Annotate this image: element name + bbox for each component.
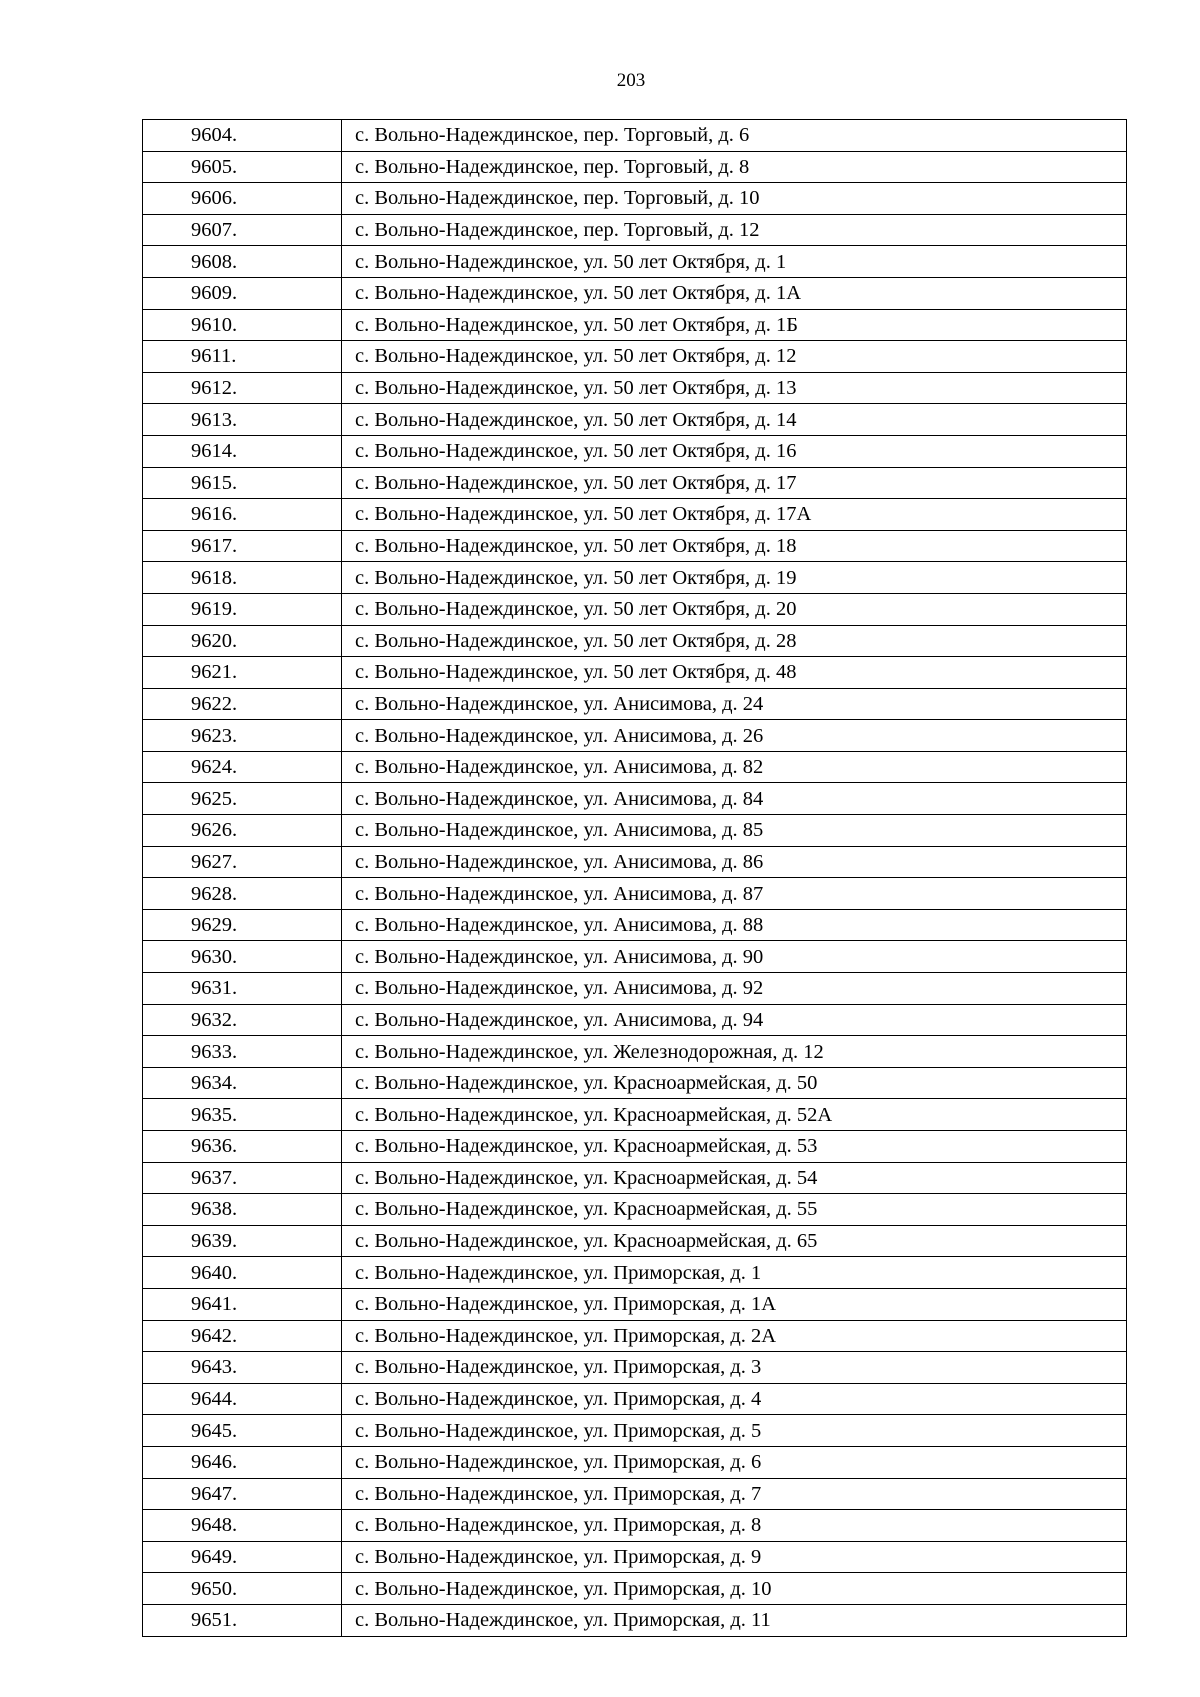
table-row: [143, 751, 1127, 783]
table-row: [143, 467, 1127, 499]
row-address: с. Вольно-Надеждинское, ул. Приморская, д. 4: [342, 1383, 1127, 1415]
row-address: с. Вольно-Надеждинское, ул. 50 лет Октября, д. 12: [342, 341, 1127, 373]
row-number: 9645.: [143, 1415, 342, 1447]
table-row: [143, 1446, 1127, 1478]
row-address: с. Вольно-Надеждинское, ул. Анисимова, д. 24: [342, 688, 1127, 720]
row-number: 9646.: [143, 1446, 342, 1478]
table-row: [143, 1510, 1127, 1542]
row-address: с. Вольно-Надеждинское, ул. Красноармейская, д. 65: [342, 1225, 1127, 1257]
table-row: [143, 372, 1127, 404]
row-address: с. Вольно-Надеждинское, ул. Анисимова, д. 87: [342, 878, 1127, 910]
row-address: с. Вольно-Надеждинское, ул. 50 лет Октября, д. 1: [342, 246, 1127, 278]
table-row: [143, 309, 1127, 341]
row-address: с. Вольно-Надеждинское, ул. Красноармейская, д. 52А: [342, 1099, 1127, 1131]
row-address: с. Вольно-Надеждинское, ул. 50 лет Октября, д. 18: [342, 530, 1127, 562]
row-number: 9635.: [143, 1099, 342, 1131]
table-row: [143, 815, 1127, 847]
row-number: 9626.: [143, 815, 342, 847]
table-row: [143, 941, 1127, 973]
row-number: 9629.: [143, 909, 342, 941]
row-address: с. Вольно-Надеждинское, ул. Приморская, д. 6: [342, 1446, 1127, 1478]
address-table: [142, 119, 1127, 1637]
table-row: [143, 1162, 1127, 1194]
row-address: с. Вольно-Надеждинское, ул. Анисимова, д. 94: [342, 1004, 1127, 1036]
row-address: с. Вольно-Надеждинское, ул. 50 лет Октября, д. 28: [342, 625, 1127, 657]
row-number: 9651.: [143, 1604, 342, 1636]
row-number: 9620.: [143, 625, 342, 657]
row-number: 9614.: [143, 435, 342, 467]
table-row: [143, 1288, 1127, 1320]
row-number: 9628.: [143, 878, 342, 910]
row-address: с. Вольно-Надеждинское, ул. Анисимова, д. 92: [342, 973, 1127, 1005]
page-number: 203: [616, 70, 646, 91]
table-row: [143, 1099, 1127, 1131]
row-address: с. Вольно-Надеждинское, пер. Торговый, д. 10: [342, 183, 1127, 215]
row-number: 9611.: [143, 341, 342, 373]
table-row: [143, 341, 1127, 373]
table-row: [143, 1257, 1127, 1289]
row-address: с. Вольно-Надеждинское, ул. Приморская, д. 1: [342, 1257, 1127, 1289]
table-row: [143, 1541, 1127, 1573]
row-address: с. Вольно-Надеждинское, ул. Анисимова, д. 26: [342, 720, 1127, 752]
row-number: 9630.: [143, 941, 342, 973]
table-row: [143, 878, 1127, 910]
row-address: с. Вольно-Надеждинское, пер. Торговый, д. 8: [342, 151, 1127, 183]
table-row: [143, 435, 1127, 467]
table-row: [143, 404, 1127, 436]
row-number: 9616.: [143, 499, 342, 531]
row-number: 9625.: [143, 783, 342, 815]
row-number: 9604.: [143, 120, 342, 152]
row-number: 9605.: [143, 151, 342, 183]
table-row: [143, 593, 1127, 625]
row-address: с. Вольно-Надеждинское, пер. Торговый, д. 12: [342, 214, 1127, 246]
table-row: [143, 1478, 1127, 1510]
row-number: 9619.: [143, 593, 342, 625]
table-row: [143, 1573, 1127, 1605]
row-address: с. Вольно-Надеждинское, ул. Анисимова, д. 84: [342, 783, 1127, 815]
row-number: 9631.: [143, 973, 342, 1005]
row-number: 9649.: [143, 1541, 342, 1573]
row-address: с. Вольно-Надеждинское, ул. Красноармейская, д. 54: [342, 1162, 1127, 1194]
row-number: 9644.: [143, 1383, 342, 1415]
row-address: с. Вольно-Надеждинское, ул. 50 лет Октября, д. 1Б: [342, 309, 1127, 341]
row-number: 9637.: [143, 1162, 342, 1194]
row-address: с. Вольно-Надеждинское, ул. Анисимова, д. 82: [342, 751, 1127, 783]
row-address: с. Вольно-Надеждинское, ул. Анисимова, д. 88: [342, 909, 1127, 941]
table-row: [143, 1352, 1127, 1384]
row-number: 9636.: [143, 1131, 342, 1163]
row-number: 9615.: [143, 467, 342, 499]
row-address: с. Вольно-Надеждинское, ул. Приморская, д. 9: [342, 1541, 1127, 1573]
row-address: с. Вольно-Надеждинское, ул. Красноармейская, д. 53: [342, 1131, 1127, 1163]
row-address: с. Вольно-Надеждинское, ул. 50 лет Октября, д. 17А: [342, 499, 1127, 531]
row-address: с. Вольно-Надеждинское, ул. 50 лет Октября, д. 16: [342, 435, 1127, 467]
row-number: 9607.: [143, 214, 342, 246]
row-number: 9638.: [143, 1194, 342, 1226]
table-row: [143, 277, 1127, 309]
row-address: с. Вольно-Надеждинское, ул. Приморская, д. 1А: [342, 1288, 1127, 1320]
table-row: [143, 973, 1127, 1005]
table-row: [143, 1067, 1127, 1099]
row-number: 9633.: [143, 1036, 342, 1068]
table-row: [143, 183, 1127, 215]
row-number: 9643.: [143, 1352, 342, 1384]
table-row: [143, 120, 1127, 152]
row-number: 9621.: [143, 657, 342, 689]
table-row: [143, 625, 1127, 657]
row-number: 9609.: [143, 277, 342, 309]
row-number: 9627.: [143, 846, 342, 878]
row-number: 9608.: [143, 246, 342, 278]
row-number: 9639.: [143, 1225, 342, 1257]
row-number: 9623.: [143, 720, 342, 752]
row-number: 9647.: [143, 1478, 342, 1510]
table-row: [143, 1194, 1127, 1226]
table-row: [143, 657, 1127, 689]
row-address: с. Вольно-Надеждинское, ул. 50 лет Октября, д. 20: [342, 593, 1127, 625]
row-address: с. Вольно-Надеждинское, ул. 50 лет Октября, д. 19: [342, 562, 1127, 594]
row-address: с. Вольно-Надеждинское, пер. Торговый, д. 6: [342, 120, 1127, 152]
row-address: с. Вольно-Надеждинское, ул. Красноармейская, д. 50: [342, 1067, 1127, 1099]
table-row: [143, 909, 1127, 941]
row-number: 9640.: [143, 1257, 342, 1289]
row-address: с. Вольно-Надеждинское, ул. 50 лет Октября, д. 14: [342, 404, 1127, 436]
table-row: [143, 1004, 1127, 1036]
row-address: с. Вольно-Надеждинское, ул. Анисимова, д. 85: [342, 815, 1127, 847]
row-address: с. Вольно-Надеждинское, ул. 50 лет Октября, д. 1А: [342, 277, 1127, 309]
table-row: [143, 246, 1127, 278]
row-number: 9617.: [143, 530, 342, 562]
row-address: с. Вольно-Надеждинское, ул. Приморская, д. 11: [342, 1604, 1127, 1636]
table-row: [143, 562, 1127, 594]
table-row: [143, 151, 1127, 183]
row-address: с. Вольно-Надеждинское, ул. 50 лет Октября, д. 48: [342, 657, 1127, 689]
row-address: с. Вольно-Надеждинское, ул. Анисимова, д. 86: [342, 846, 1127, 878]
row-number: 9642.: [143, 1320, 342, 1352]
address-table-body: [143, 120, 1127, 1637]
row-number: 9632.: [143, 1004, 342, 1036]
row-address: с. Вольно-Надеждинское, ул. Приморская, д. 5: [342, 1415, 1127, 1447]
row-address: с. Вольно-Надеждинское, ул. Анисимова, д. 90: [342, 941, 1127, 973]
row-address: с. Вольно-Надеждинское, ул. 50 лет Октября, д. 13: [342, 372, 1127, 404]
row-number: 9648.: [143, 1510, 342, 1542]
table-row: [143, 783, 1127, 815]
table-row: [143, 1320, 1127, 1352]
row-address: с. Вольно-Надеждинское, ул. Приморская, д. 10: [342, 1573, 1127, 1605]
row-address: с. Вольно-Надеждинское, ул. Приморская, д. 3: [342, 1352, 1127, 1384]
row-address: с. Вольно-Надеждинское, ул. 50 лет Октября, д. 17: [342, 467, 1127, 499]
row-address: с. Вольно-Надеждинское, ул. Приморская, д. 2А: [342, 1320, 1127, 1352]
table-row: [143, 214, 1127, 246]
table-row: [143, 846, 1127, 878]
table-row: [143, 1415, 1127, 1447]
row-number: 9634.: [143, 1067, 342, 1099]
row-number: 9612.: [143, 372, 342, 404]
table-row: [143, 499, 1127, 531]
table-row: [143, 1225, 1127, 1257]
row-address: с. Вольно-Надеждинское, ул. Железнодорожная, д. 12: [342, 1036, 1127, 1068]
table-row: [143, 530, 1127, 562]
table-row: [143, 688, 1127, 720]
row-number: 9641.: [143, 1288, 342, 1320]
row-number: 9622.: [143, 688, 342, 720]
table-row: [143, 1383, 1127, 1415]
table-row: [143, 1604, 1127, 1636]
row-number: 9618.: [143, 562, 342, 594]
row-number: 9613.: [143, 404, 342, 436]
row-address: с. Вольно-Надеждинское, ул. Красноармейская, д. 55: [342, 1194, 1127, 1226]
row-number: 9650.: [143, 1573, 342, 1605]
row-address: с. Вольно-Надеждинское, ул. Приморская, д. 8: [342, 1510, 1127, 1542]
row-address: с. Вольно-Надеждинское, ул. Приморская, д. 7: [342, 1478, 1127, 1510]
table-row: [143, 1036, 1127, 1068]
table-row: [143, 1131, 1127, 1163]
table-row: [143, 720, 1127, 752]
row-number: 9610.: [143, 309, 342, 341]
row-number: 9624.: [143, 751, 342, 783]
row-number: 9606.: [143, 183, 342, 215]
